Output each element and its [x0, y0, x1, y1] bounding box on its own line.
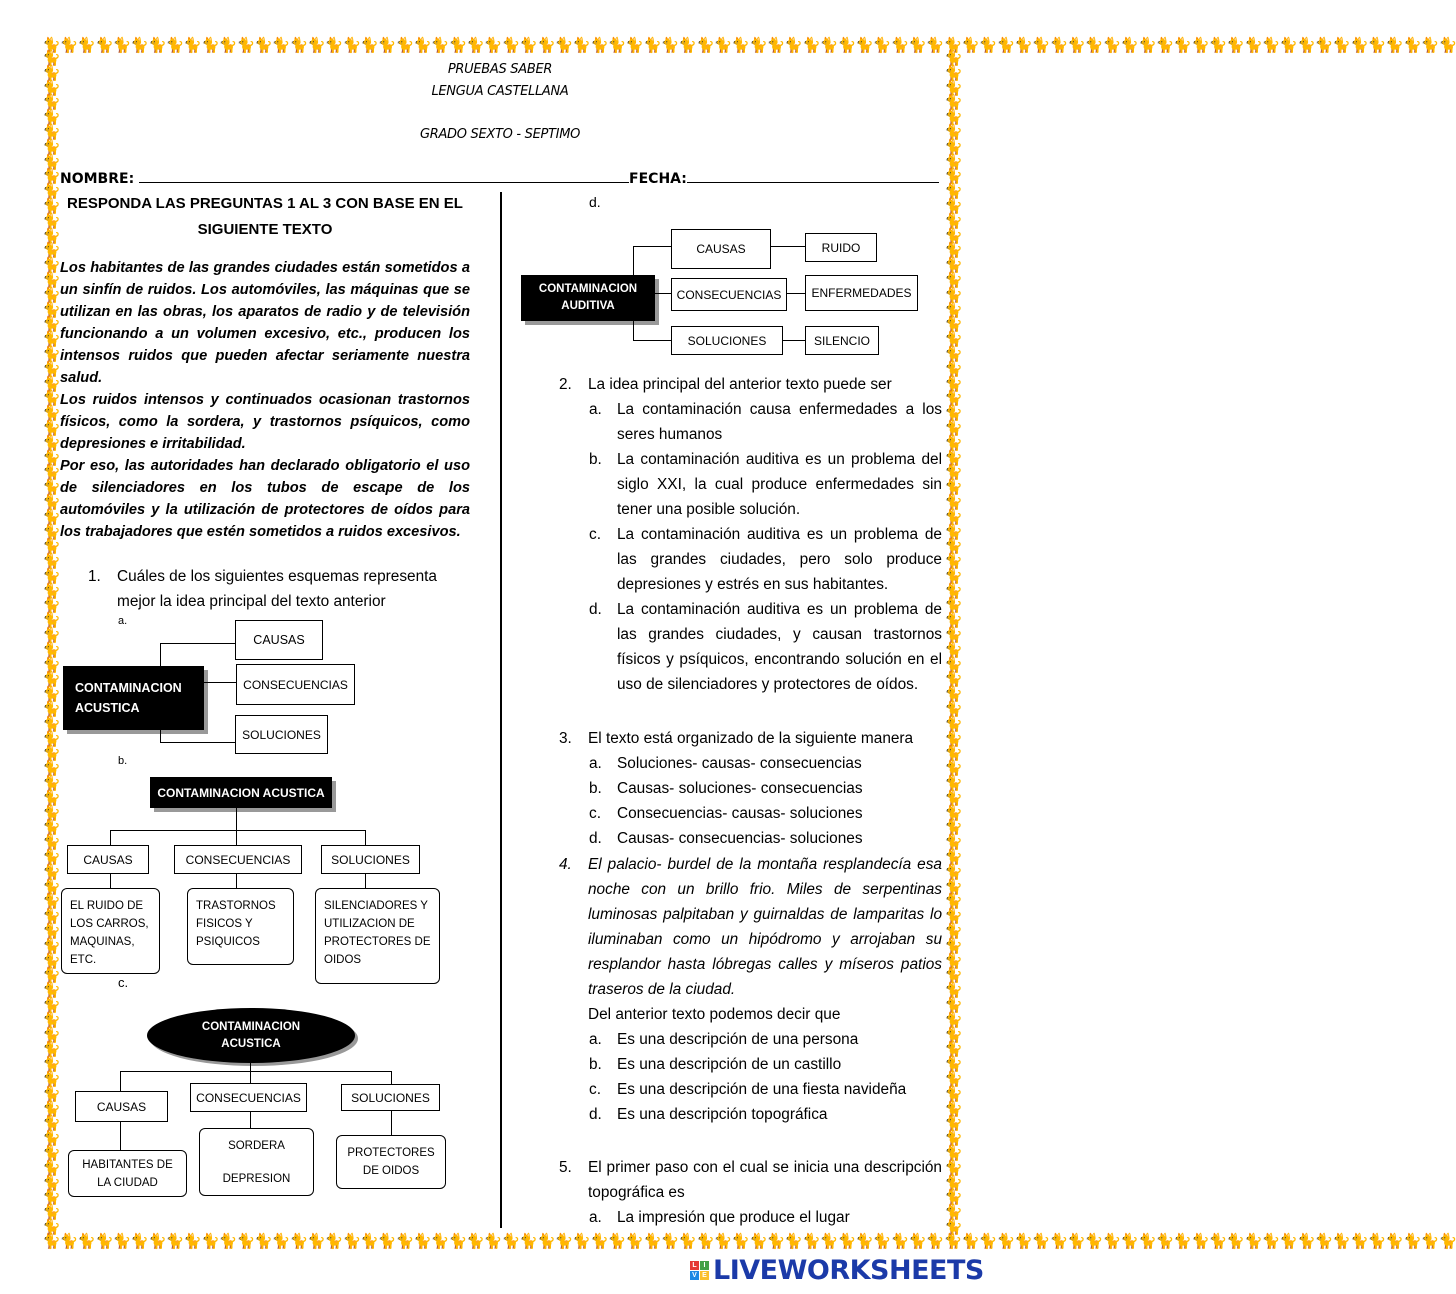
- question-4-option-b[interactable]: [589, 1052, 942, 1077]
- question-3-option-d[interactable]: [589, 826, 942, 851]
- question-3-number: 3.: [559, 730, 572, 747]
- question-4-option-d[interactable]: [589, 1102, 942, 1127]
- diagram-b-connector: [110, 830, 111, 846]
- diagram-c-soluciones: SOLUCIONES: [341, 1084, 440, 1111]
- diagram-d-ruido: RUIDO: [805, 233, 877, 262]
- diagram-b-connector: [236, 808, 237, 830]
- diagram-a-connector: [160, 742, 235, 743]
- header-grade: GRADO SEXTO - SEPTIMO: [419, 127, 581, 142]
- question-4-passage: El palacio- burdel de la montaña resplandecía esa noche con un brillo frio. Miles de serpentinas luminosas palpitaban y guirnaldas de lamparitas lo iluminaban como un hipódromo y arrojaban su resplandor hasta lóbregas calles y míseros patios traseros de la ciudad.: [588, 856, 942, 998]
- logo-mark-icon: [690, 1261, 709, 1280]
- liveworksheets-logo: [690, 1255, 984, 1285]
- diagram-d-label: d.: [589, 194, 601, 210]
- diagram-b-causas: CAUSAS: [67, 845, 149, 874]
- option-letter: c.: [589, 805, 601, 822]
- question-2-option-d[interactable]: [589, 597, 942, 697]
- diagram-c-detail-consecuencias: [199, 1128, 314, 1196]
- question-5-stem: El primer paso con el cual se inicia una descripción topográfica es: [588, 1159, 942, 1201]
- option-text: Es una descripción topográfica: [617, 1106, 828, 1123]
- diagram-b-connector: [365, 874, 366, 888]
- passage-paragraph-2: Los ruidos intensos y continuados ocasionan trastornos físicos, como la sordera, y trastornos psíquicos, como depresiones e irritabilidad.: [60, 392, 470, 452]
- date-label: FECHA: [629, 171, 682, 187]
- diagram-d-consecuencias: CONSECUENCIAS: [671, 278, 787, 311]
- question-5-option-a[interactable]: [589, 1205, 942, 1230]
- question-2: [559, 372, 942, 697]
- option-letter: d.: [589, 601, 602, 618]
- diagram-a-connector: [204, 682, 236, 683]
- diagram-b-connector: [236, 874, 237, 888]
- diagram-d-silencio: SILENCIO: [805, 326, 879, 355]
- diagram-b-consecuencias: CONSECUENCIAS: [174, 845, 302, 874]
- date-field[interactable]: [687, 171, 939, 183]
- diagram-c-consecuencias: CONSECUENCIAS: [190, 1083, 307, 1112]
- option-text: Es una descripción de un castillo: [617, 1056, 842, 1073]
- option-letter: a.: [589, 755, 602, 772]
- option-text: La contaminación causa enfermedades a los seres humanos: [617, 401, 942, 443]
- diagram-b-detail-causas: EL RUIDO DE LOS CARROS, MAQUINAS, ETC.: [61, 888, 160, 974]
- option-letter: c.: [589, 526, 601, 543]
- reading-passage: [60, 257, 470, 543]
- diagram-a-label: a.: [118, 615, 128, 627]
- diagram-c-connector: [120, 1071, 391, 1072]
- diagram-a-causas: CAUSAS: [235, 620, 323, 660]
- option-text: Causas- soluciones- consecuencias: [617, 780, 863, 797]
- instructions-line-1: RESPONDA LAS PREGUNTAS 1 AL 3 CON BASE EN EL: [67, 195, 463, 212]
- diagram-c-connector: [120, 1122, 121, 1150]
- diagram-b-connector: [110, 874, 111, 888]
- option-text: La contaminación auditiva es un problema del siglo XXI, la cual produce enfermedades sin tener una posible solución.: [617, 451, 942, 518]
- logo-mark-letter: V: [690, 1271, 699, 1280]
- option-letter: c.: [589, 1081, 601, 1098]
- instructions: [60, 191, 470, 243]
- diagram-d-connector: [633, 246, 634, 275]
- option-letter: a.: [589, 1031, 602, 1048]
- question-2-number: 2.: [559, 376, 572, 393]
- border-top-cats: 🐈🐈🐈🐈🐈🐈🐈🐈🐈🐈🐈🐈🐈🐈🐈🐈🐈🐈🐈🐈🐈🐈🐈🐈🐈🐈🐈🐈🐈🐈🐈🐈🐈🐈🐈🐈🐈🐈🐈🐈🐈🐈🐈🐈🐈🐈🐈🐈🐈🐈🐈🐈🐈🐈🐈🐈🐈🐈🐈🐈🐈🐈🐈🐈🐈🐈🐈🐈🐈🐈🐈🐈🐈🐈🐈🐈🐈🐈🐈🐈: [42, 37, 1456, 54]
- name-date-bar: [60, 171, 940, 187]
- diagram-d-soluciones: SOLUCIONES: [671, 326, 783, 355]
- passage-paragraph-1: Los habitantes de las grandes ciudades están sometidos a un sinfín de ruidos. Los automóviles, las máquinas que se utilizan en las obras, los aparatos de radio y de televisión funcionando a un volumen excesivo, etc., producen los intensos ruidos que pueden afectar seriamente nuestra salud.: [60, 260, 470, 386]
- diagram-b-main: CONTAMINACION ACUSTICA: [150, 777, 332, 808]
- question-3-option-a[interactable]: [589, 751, 942, 776]
- option-text: La impresión que produce el lugar: [617, 1209, 850, 1226]
- option-text: Causas- consecuencias- soluciones: [617, 830, 863, 847]
- diagram-d-connector: [633, 321, 634, 340]
- question-4-option-c[interactable]: [589, 1077, 942, 1102]
- question-2-option-b[interactable]: [589, 447, 942, 522]
- diagram-d-connector: [771, 246, 805, 247]
- diagram-c-causas: CAUSAS: [75, 1091, 168, 1122]
- diagram-c-sordera: SORDERA: [228, 1139, 285, 1152]
- border-right-cats: 🐈 🐈 🐈 🐈 🐈 🐈 🐈 🐈 🐈 🐈 🐈 🐈 🐈 🐈 🐈 🐈 🐈 🐈 🐈 🐈 🐈 🐈 🐈 🐈 🐈 🐈 🐈 🐈 🐈 🐈 🐈 🐈 🐈 🐈 🐈 🐈 🐈 🐈 🐈 🐈 🐈 🐈 🐈 🐈 🐈 🐈 🐈 🐈 🐈 🐈 🐈 🐈 🐈 🐈 🐈 🐈 🐈 🐈 🐈 🐈 🐈 🐈 🐈 🐈 🐈 🐈 🐈 🐈 🐈 🐈 🐈 🐈 🐈 🐈 🐈 🐈 🐈 🐈 🐈 🐈: [944, 50, 963, 1236]
- question-4-number: 4.: [559, 856, 572, 873]
- question-5-number: 5.: [559, 1159, 572, 1176]
- question-3-option-b[interactable]: [589, 776, 942, 801]
- diagram-c-detail-soluciones: PROTECTORES DE OIDOS: [336, 1135, 446, 1189]
- question-4-option-a[interactable]: [589, 1027, 942, 1052]
- logo-text: LIVEWORKSHEETS: [713, 1254, 984, 1286]
- header-line-1: PRUEBAS SABER: [447, 62, 553, 77]
- diagram-d-connector: [787, 293, 805, 294]
- logo-mark-letter: I: [700, 1261, 709, 1270]
- question-1: [88, 564, 468, 614]
- diagram-b-connector: [110, 830, 365, 831]
- diagram-c-connector: [391, 1111, 392, 1135]
- diagram-a-main: CONTAMINACION ACUSTICA: [63, 666, 204, 730]
- question-3-stem: El texto está organizado de la siguiente manera: [588, 730, 914, 747]
- option-letter: b.: [589, 1056, 602, 1073]
- option-letter: a.: [589, 401, 602, 418]
- diagram-b-connector: [365, 830, 366, 846]
- border-bottom-cats: 🐈🐈🐈🐈🐈🐈🐈🐈🐈🐈🐈🐈🐈🐈🐈🐈🐈🐈🐈🐈🐈🐈🐈🐈🐈🐈🐈🐈🐈🐈🐈🐈🐈🐈🐈🐈🐈🐈🐈🐈🐈🐈🐈🐈🐈🐈🐈🐈🐈🐈🐈🐈🐈🐈🐈🐈🐈🐈🐈🐈🐈🐈🐈🐈🐈🐈🐈🐈🐈🐈🐈🐈🐈🐈🐈🐈🐈🐈🐈🐈: [42, 1233, 1456, 1250]
- logo-mark-letter: L: [690, 1261, 699, 1270]
- date-colon: :: [681, 171, 687, 187]
- diagram-a-soluciones: SOLUCIONES: [235, 715, 328, 754]
- diagram-d-connector: [655, 293, 671, 294]
- option-text: La contaminación auditiva es un problema de las grandes ciudades, y causan trastornos físicos y psíquicos, encontrando solución en el uso de silenciadores y protectores de oídos.: [617, 601, 942, 693]
- diagram-c-connector: [250, 1063, 251, 1071]
- question-1-number: 1.: [88, 568, 101, 585]
- border-left-cats: 🐈 🐈 🐈 🐈 🐈 🐈 🐈 🐈 🐈 🐈 🐈 🐈 🐈 🐈 🐈 🐈 🐈 🐈 🐈 🐈 🐈 🐈 🐈 🐈 🐈 🐈 🐈 🐈 🐈 🐈 🐈 🐈 🐈 🐈 🐈 🐈 🐈 🐈 🐈 🐈 🐈 🐈 🐈 🐈 🐈 🐈 🐈 🐈 🐈 🐈 🐈 🐈 🐈 🐈 🐈 🐈 🐈 🐈 🐈 🐈 🐈 🐈 🐈 🐈 🐈 🐈 🐈 🐈 🐈 🐈 🐈 🐈 🐈 🐈 🐈 🐈 🐈 🐈 🐈 🐈: [42, 50, 61, 1236]
- diagram-a-connector: [160, 730, 161, 742]
- name-label: NOMBRE:: [60, 171, 135, 187]
- diagram-a-connector: [160, 643, 161, 666]
- diagram-c-connector: [391, 1071, 392, 1084]
- option-letter: a.: [589, 1209, 602, 1226]
- diagram-d-enfermedades: ENFERMEDADES: [805, 275, 918, 311]
- question-3-option-c[interactable]: [589, 801, 942, 826]
- question-1-line-1: Cuáles de los siguientes esquemas representa: [117, 568, 437, 585]
- diagram-c-detail-causas: HABITANTES DE LA CIUDAD: [68, 1150, 187, 1197]
- option-letter: d.: [589, 1106, 602, 1123]
- logo-mark-letter: E: [700, 1271, 709, 1280]
- question-4: [559, 852, 942, 1127]
- diagram-b-connector: [236, 830, 237, 846]
- diagram-d-connector: [783, 340, 805, 341]
- diagram-d-main: CONTAMINACION AUDITIVA: [521, 275, 655, 321]
- header-line-2: LENGUA CASTELLANA: [431, 84, 569, 99]
- option-letter: b.: [589, 451, 602, 468]
- option-letter: d.: [589, 830, 602, 847]
- diagram-c-label: c.: [118, 975, 129, 990]
- name-field[interactable]: [139, 171, 629, 183]
- question-2-stem: La idea principal del anterior texto puede ser: [588, 376, 892, 393]
- diagram-b-soluciones: SOLUCIONES: [321, 845, 420, 874]
- instructions-line-2: SIGUIENTE TEXTO: [197, 221, 333, 238]
- option-text: Soluciones- causas- consecuencias: [617, 755, 862, 772]
- option-text: La contaminación auditiva es un problema de las grandes ciudades, pero solo produce depresiones y estrés en sus habitantes.: [617, 526, 942, 593]
- option-text: Es una descripción de una persona: [617, 1031, 859, 1048]
- question-2-option-a[interactable]: [589, 397, 942, 447]
- diagram-c-connector: [250, 1112, 251, 1128]
- question-3: [559, 726, 942, 851]
- diagram-c-main: CONTAMINACION ACUSTICA: [147, 1008, 355, 1063]
- question-4-stem: Del anterior texto podemos decir que: [588, 1006, 841, 1023]
- diagram-c-depresion: DEPRESION: [222, 1172, 291, 1185]
- diagram-a-connector: [160, 643, 235, 644]
- diagram-b-label: b.: [118, 755, 128, 767]
- diagram-d-causas: CAUSAS: [671, 229, 771, 269]
- option-text: Consecuencias- causas- soluciones: [617, 805, 863, 822]
- option-letter: b.: [589, 780, 602, 797]
- question-2-option-c[interactable]: [589, 522, 942, 597]
- question-5: [559, 1155, 942, 1230]
- diagram-b-detail-consecuencias: TRASTORNOS FISICOS Y PSIQUICOS: [187, 888, 294, 965]
- diagram-a-consecuencias: CONSECUENCIAS: [236, 664, 355, 705]
- diagram-c-connector: [250, 1071, 251, 1083]
- diagram-d-connector: [633, 246, 671, 247]
- option-text: Es una descripción de una fiesta navideña: [617, 1081, 907, 1098]
- question-1-line-2: mejor la idea principal del texto anterior: [117, 593, 386, 610]
- column-divider: [500, 192, 502, 1228]
- diagram-d-connector: [633, 340, 671, 341]
- diagram-c-connector: [120, 1071, 121, 1091]
- passage-paragraph-3: Por eso, las autoridades han declarado obligatorio el uso de silenciadores en los tubos de escape de los automóviles y la utilización de protectores de oídos para los trabajadores que estén sometidos a ruidos excesivos.: [60, 458, 470, 540]
- diagram-b-detail-soluciones: SILENCIADORES Y UTILIZACION DE PROTECTORES DE OIDOS: [315, 888, 440, 984]
